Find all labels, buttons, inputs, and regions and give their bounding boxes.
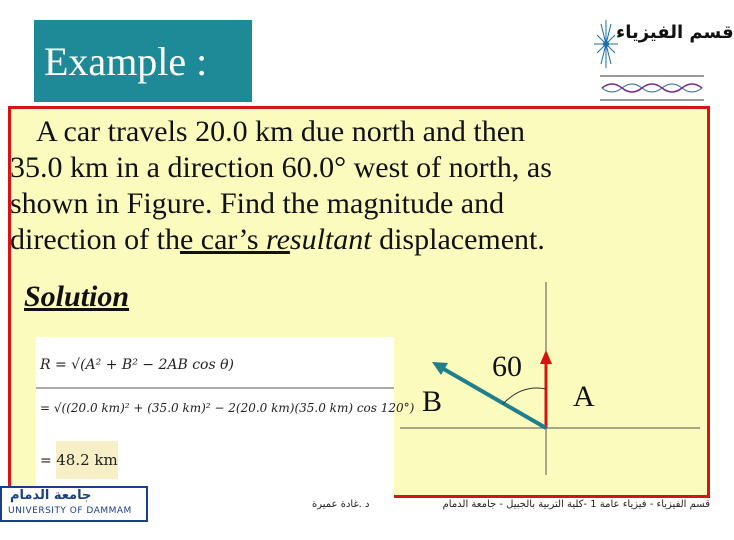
vector-a-arrowhead — [540, 350, 552, 364]
department-logo-text: قسم الفيزياء — [616, 22, 734, 43]
problem-line-4-italic-underlined: re — [266, 223, 290, 256]
problem-line-4-italic: sultant — [289, 223, 372, 256]
university-logo — [0, 486, 148, 522]
problem-line-4-post: displacement. — [371, 223, 545, 256]
formula-answer: 48.2 km — [56, 441, 118, 479]
formula-line-2: = √((20.0 km)² + (35.0 km)² − 2(20.0 km)(35.0 km) cos 120°) — [40, 401, 415, 415]
problem-line-1: A car travels 20.0 km due north and then — [36, 115, 526, 148]
problem-line-4-pre: direction of th — [10, 223, 180, 256]
angle-label: 60 — [492, 350, 522, 383]
problem-line-4-underlined: e car’s — [179, 223, 267, 256]
slide-title-text: Example : — [44, 38, 208, 84]
university-name-english: UNIVERSITY OF DAMMAM — [8, 506, 132, 516]
formula-eq-sign: = — [40, 453, 52, 469]
vector-a-label: A — [573, 380, 595, 413]
footer-author: د .غادة عميرة — [312, 499, 370, 510]
footer-department: قسم الفيزياء - فيزياء عامة 1 -كلية التربية بالجبيل - جامعة الدمام — [442, 499, 710, 510]
university-name-arabic: جامعة الدمام — [10, 488, 92, 503]
problem-line-2: 35.0 km in a direction 60.0° west of north, as — [10, 151, 552, 184]
angle-arc — [503, 388, 546, 404]
problem-line-3: shown in Figure. Find the magnitude and — [10, 187, 505, 220]
vector-b-label: B — [422, 385, 443, 418]
formula-line-1: R = √(A² + B² − 2AB cos θ) — [40, 357, 234, 373]
solution-label: Solution — [24, 280, 130, 313]
